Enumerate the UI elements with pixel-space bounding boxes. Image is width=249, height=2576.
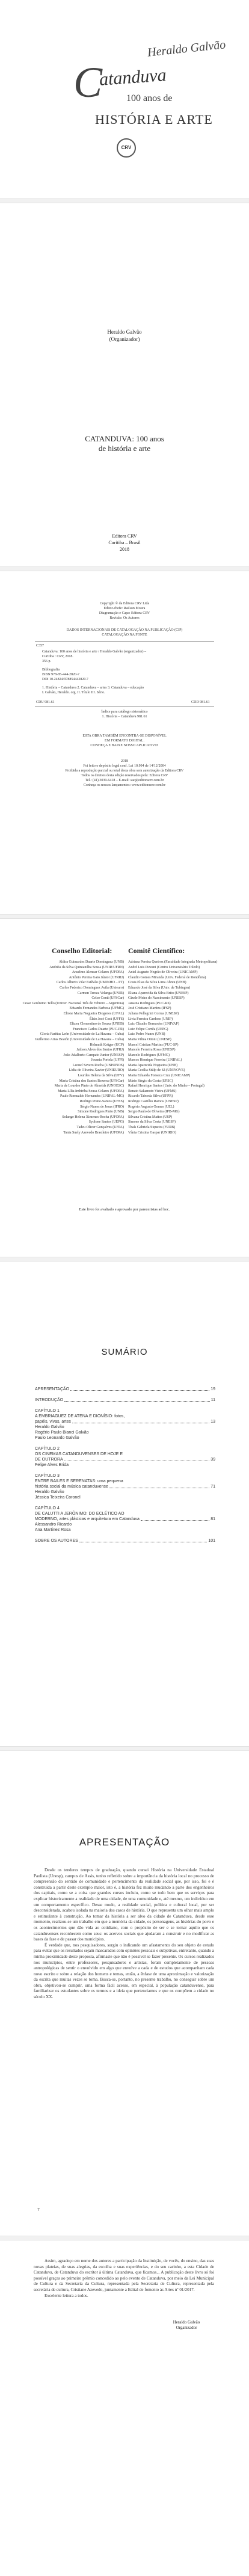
half-title-page (0, 203, 249, 564)
board-member: André Luis Pizzani (Centro Universitário Toledo) (128, 965, 200, 969)
board-member: Anselmo Alencar Colares (UFOPA) (72, 971, 124, 975)
cip-record-line: Catanduva: 100 anos de história e arte / Heraldo Galvão (organizador) – (42, 650, 146, 654)
board-member: Marcelo Ferreira Rosa (UNESP) (128, 1048, 176, 1052)
signature-block (162, 2320, 211, 2331)
board-member: Silvana Cristina Mattos (USP) (128, 1115, 173, 1119)
page-separator (0, 1257, 249, 1262)
board-member: Maria de Lourdes Pinto de Almeida (UNOESC) (54, 1084, 124, 1088)
cover-subtitle-history: HISTÓRIA E ARTE (95, 112, 213, 127)
cover-author: Heraldo Galvão (147, 38, 227, 60)
board-member: Paulo Romualdo Hernandes (UNIFAL-MG) (60, 1094, 124, 1099)
publication-year: 2018 (120, 547, 129, 552)
cover-subtitle-years: 100 anos de (126, 93, 173, 103)
publisher-city: Curitiba – Brasil (108, 540, 141, 545)
page-separator (0, 1746, 249, 1751)
board-member: Josania Portela (UFPI) (91, 1058, 124, 1063)
ebook-line: EM FORMATO DIGITAL. (105, 739, 144, 743)
cdu-code: CDU 981.61 (36, 701, 55, 704)
cip-subjects: I. Galvão, Heraldo. org. II. Título III. Série. (42, 691, 105, 695)
signature-role: Organizador (176, 2325, 197, 2330)
toc-chapter[interactable] (35, 1473, 215, 1500)
board-member: Carlos Alberto Vilar Estêvão (UMINHO – PT) (56, 981, 124, 985)
chapter-author: Felipe Alves Brida (35, 1463, 69, 1467)
cip-rule-top (35, 641, 214, 642)
toc-page: 81 (211, 1517, 215, 1521)
cover-page (0, 0, 249, 197)
cip-subjects: 1. História – Catanduva 2. Catanduva – artes 3. Catanduva – educação (42, 686, 144, 690)
board-member: Juliana Pellegrini Correa (UNESP) (128, 1011, 179, 1016)
signature-name: Heraldo Galvão (173, 2320, 200, 2325)
board-member: Leonel Severo Rocha (UNISINOS) (72, 1063, 124, 1067)
toc-leader (141, 1520, 209, 1521)
legal-line: Foi feito o depósito legal conf. Lei 10.994 de 14/12/2004 (83, 764, 166, 768)
contact-line: Tel.: (41) 3039-6418 – E-mail: sac@editoracrv.com.br (85, 779, 164, 782)
board-member: Carmen Tereza Velanga (UNIR) (77, 991, 124, 995)
legal-line: Todos os direitos desta edição reservados pela: Editora CRV (81, 774, 168, 777)
presentation-paragraph: É verdade que, nos pesquisadores, surgiu o indicando um afastamento do seu objeto de estudo para evitar que os resultados sejam mascarados com opiniões pessoais e subjetivas, entretanto, quando a minha proximidade deste proposta, afirmaste que não é possível se fazer presente. Os cursos realizados nos municípios, entre professores, pesquisadores e artistas, foram completamente de pessoas antropológicas de sentir o envolvido em algo que envolve a cada e de estudos que acompanham cada novo escrito e sobre a relação dos homens e temas, então, a ênfase de uma aproximação e valorização da escrita que muitas vezes se toma. Busca-se, portanto, no presente trabalho, no conseguir sobre um obra, objetivou-se cumprir, uma forma fácil acesso, em especial, à população catanduvense, para familiarizar os estudantes sobre os termos e a ideia que pertenciamos e que os compõem a cidade no século XX. (34, 1942, 214, 2000)
board-member: Lídia de Oliveira Xavier (UNIEURO) (69, 1069, 124, 1073)
cip-record-line: 356 p. (42, 660, 51, 663)
board-member: Tania Suely Azevedo Brasileiro (UFOPA) (63, 1130, 124, 1135)
chapter-label: CAPÍTULO 3 (35, 1474, 60, 1478)
toc-leader (64, 1401, 210, 1402)
board-member: Francisco Carlos Duarte (PUC-PR) (73, 1027, 124, 1031)
editorial-board-list (12, 960, 124, 1135)
chapter-title: OS CINEMAS CATANDUVENSES DE HOJE E (35, 1452, 123, 1456)
cip-code: C357 (36, 644, 45, 648)
cip-record (42, 649, 214, 695)
board-member: Rodrigo Castilho Ramos (UNESP) (128, 1100, 179, 1104)
scientific-committee-title: Comitê Científico: (128, 946, 185, 955)
toc-page: 13 (211, 1420, 215, 1424)
toc-chapter[interactable] (35, 1506, 215, 1533)
legal-year: 2018 (121, 759, 128, 763)
board-member: Aniel Augusto Negrão de Oliveira (UNICAMP) (128, 971, 198, 975)
editor-line: Editor-chefe: Railson Moura (103, 607, 146, 610)
cdd-code: CDD 981.61 (191, 701, 210, 704)
systematic-index (0, 710, 249, 719)
chapter-title: história social da música catanduvense (35, 1485, 108, 1489)
summary-title: SUMÁRIO (101, 1347, 148, 1357)
half-title-imprint (0, 533, 249, 553)
board-member: Helmuth Krüger (UCP) (90, 1043, 124, 1047)
chapter-label: CAPÍTULO 2 (35, 1447, 60, 1451)
board-member: Solange Helena Ximenes-Rocha (UFOPA) (62, 1115, 124, 1119)
chapter-title: papéis, vivas, artes (35, 1420, 71, 1424)
design-line: Diagramação e Capa: Editora CRV (99, 612, 150, 615)
cip-rule-bottom (35, 706, 214, 707)
board-member: Claudio Gomes Miranda (Univ. Federal de Rondônia) (128, 975, 206, 980)
title-line-2: de história e arte (98, 444, 151, 453)
chapter-author: Rogério Paulo Bianci Galvão (35, 1431, 89, 1435)
board-member: Eliana Aparecida da Silva Brito (UNESP) (128, 991, 189, 995)
board-member: Thaís Gabriela Siqueira (FURB) (128, 1126, 176, 1129)
board-member: Guillermo Arias Beatón (Universidade de La Havana – Cuba) (34, 1037, 124, 1041)
board-member: Ricardo Taborda Silva (UFPR) (128, 1094, 173, 1099)
board-member: Luiz Pedro Nunes (UNB) (128, 1032, 165, 1037)
publisher-name: Editora CRV (112, 533, 137, 539)
toc-leader (70, 1390, 209, 1391)
cip-record-line: Curitiba : CRV, 2018. (42, 655, 73, 658)
board-member: Elione Maria Nogueira Diogenes (UFAL) (63, 1011, 124, 1016)
page-separator (0, 566, 249, 571)
author-role: (Organizador) (109, 336, 140, 342)
board-member: Marcelo Rodrigues (UFMG) (128, 1053, 170, 1057)
board-member: Simone Rodrigues Pinto (UNB) (78, 1110, 124, 1114)
toc-label: INTRODUÇÃO (35, 1398, 64, 1402)
board-member: Maria Vilma Ottoni (UNESP) (128, 1037, 171, 1041)
index-item: 1. História – Catanduva 981.61 (102, 715, 147, 719)
chapter-author: Heraldo Galvão (35, 1490, 64, 1494)
chapter-title: A EMBRIAGUEZ DE ATENA E DIONÍSIO: fotos, (35, 1414, 125, 1418)
board-member: Vânia Cristina Gaspar (UNIRIO) (128, 1130, 176, 1135)
board-member: Carlos Federico Dominguez Avila (Unieuro) (60, 986, 124, 990)
board-member: Simone da Silva Costa (UNESP) (128, 1120, 176, 1124)
toc-entry (35, 1484, 215, 1489)
presentation-paragraph: Assim, agradeço em nome dos autores a participação da Instituição, de vocês, do ensino, das suas novas plateias, de suas alegrias, da escolha e suas experiências, e do seu carinho, a esta Cidade de Catanduva, de Catanduva do escritor à última Catanduva, que ficamos... A publicação deste livro só foi possível graças ao primeiro prêmio concedido ao pelo evento de Catanduva, por meio da Lei Municipal de Cultura e da Secretaria da Cultura, representada pela Secretaria de Cultura, representada pela secretária de cultura, Cristiane Azevedo, juntamente a Edital de fomento às Artes nº 01/2017. (34, 2259, 214, 2292)
cover-title-initial: C (73, 58, 103, 106)
cip-bibliography: Bibliografia (42, 668, 60, 672)
board-member: José Cristiano Martins (IFSP) (128, 1007, 171, 1011)
presentation-body (34, 1868, 214, 2001)
scientific-committee-list (128, 960, 242, 1135)
chapter-title: DE CALUTTI A JERÔNIMO: DO ECLÉTICO AO (35, 1512, 124, 1516)
chapter-label: CAPÍTULO 4 (35, 1506, 60, 1510)
board-member: Marcos Henrique Ferreira (UNIFAL) (128, 1058, 182, 1063)
toc-page: 11 (211, 1398, 215, 1402)
board-member: Janaina Rodrigues (PUC-RS) (128, 1001, 171, 1005)
chapter-author: Alessandro Ricardo (35, 1523, 72, 1527)
toc-label: SOBRE OS AUTORES (35, 1539, 78, 1543)
editorial-board-title: Conselho Editorial: (52, 946, 112, 955)
board-member: Sydione Santos (UEPG) (88, 1120, 124, 1124)
chapter-title: DE OUTRORA (35, 1458, 63, 1462)
cip-title: DADOS INTERNACIONAIS DE CATALOGAÇÃO NA PUBLICAÇÃO (CIP) (66, 628, 183, 632)
board-member: Celso Conti (UFSCar) (91, 996, 124, 1001)
toc-entry (35, 1419, 215, 1424)
doi: DOI 10.24824/978854442820.7 (42, 678, 88, 681)
cip-subtitle: CATALOGAÇÃO NA FONTE (102, 633, 147, 637)
toc-page: 101 (208, 1539, 215, 1543)
board-member: Lourdes Helena da Silva (UFV) (78, 1074, 124, 1078)
board-member: Maria Aparecida Nogueira (UNB) (128, 1063, 178, 1067)
toc-chapter[interactable] (35, 1446, 215, 1468)
chapter-author: Jéssica Teixeira Coronel (35, 1495, 81, 1500)
board-member: Élsio José Corá (UFFS) (89, 1017, 124, 1021)
title-line-1: CATANDUVA: 100 anos (85, 434, 164, 443)
board-member: Lívia Ferreira Cardoso (UNIP) (128, 1017, 173, 1021)
half-title-book-title (0, 434, 249, 453)
toc-entry[interactable] (35, 1387, 215, 1392)
half-title-author (0, 328, 249, 343)
presentation-title: APRESENTAÇÃO (79, 1836, 170, 1848)
board-member: Costa Elias da Silva Lima Abreu (UNB) (128, 981, 186, 985)
legal-notice (0, 759, 249, 788)
cip-heading (0, 628, 249, 637)
board-member: Mário Sérgio da Costa (UFSC) (128, 1079, 173, 1083)
board-member: Elizeu Clementino de Souza (UNEB) (70, 1022, 124, 1026)
toc-entry (35, 1457, 215, 1462)
chapter-author: Ana Martinez Rosa (35, 1528, 71, 1532)
toc-page: 19 (211, 1387, 215, 1391)
copyright-credits (0, 601, 249, 621)
toc-entry (35, 1516, 215, 1522)
page-separator (0, 198, 249, 203)
board-member: Tadeu Oliver Gonçalves (UFPA) (76, 1126, 124, 1129)
board-member: Rodrigo Pratte-Santos (UFES) (79, 1100, 124, 1104)
copyright-line: Copyright © da Editora CRV Ltda (99, 602, 150, 606)
presentation-continued (34, 2259, 214, 2299)
board-member: Cesar Gerónimo Tello (Univer. Nacional Três de Febrero – Argentina) (22, 1001, 124, 1005)
review-line: Revisão: Os Autores (109, 616, 140, 620)
toc-entry[interactable] (35, 1538, 215, 1544)
ebook-notice (0, 734, 249, 748)
board-member: Rafael Henrique Santos (Univ. do Minho – Portugal) (128, 1084, 204, 1088)
toc-label: APRESENTAÇÃO (35, 1387, 70, 1391)
board-member: Maria Cecília Stülp de Sá (UNINOVE) (128, 1069, 185, 1073)
board-member: Jailson Alves dos Santos (UFRJ) (76, 1048, 124, 1052)
cover-title: atanduva (98, 65, 167, 90)
board-member: Gizele Meira do Nascimento (UNESP) (128, 996, 185, 1001)
legal-line: Proibida a reprodução parcial ou total desta obra sem autorização da Editora CRV (65, 769, 184, 773)
chapter-author: Paulo Leonardo Galvão (35, 1436, 79, 1440)
chapter-title: ENTRE BAILES E SERENATAS: uma pequena (35, 1479, 123, 1483)
board-member: Adriana Pereira Queiroz (Faculdade Integrada Metropolitana) (128, 960, 218, 964)
isbn: ISBN 978-85-444-2820-7 (42, 673, 80, 676)
board-member: Antônio Pereira Gaio Júnior (UFRRJ) (69, 975, 124, 980)
board-member: Luiz Cláudio Bernardes (UNIVAP) (128, 1022, 179, 1026)
board-member: João Adalberto Campato Junior (UNESP) (63, 1053, 124, 1057)
board-member: Aldira Guimarães Duarte Domínguez (UNB) (58, 960, 124, 964)
presentation-paragraph: Excelente leitura a todos. (45, 2293, 88, 2298)
board-member: Maria Lília Imbiriba Sousa Colares (UFOPA) (58, 1089, 124, 1093)
board-member: Luiz Felipe Corrêa (UEPG) (128, 1027, 168, 1031)
peer-review-note: Este livro foi avaliado e aprovado por pareceristas ad hoc. (79, 1207, 170, 1212)
toc-chapter[interactable] (35, 1408, 215, 1441)
board-member: Eduardo José da Silva (Univ. de Tubingen) (128, 986, 191, 990)
board-member: Sérgio Nunes de Jesus (IFRO) (80, 1105, 124, 1109)
author-name: Heraldo Galvão (107, 329, 142, 335)
chapter-author: Heraldo Galvão (35, 1425, 64, 1429)
page-separator (0, 914, 249, 919)
toc-page: 39 (211, 1458, 215, 1462)
chapter-title: MODERNO, artes plásticas e arquitetura em Catanduva (35, 1517, 140, 1521)
board-member: Rogério Augusto Gomes (UEL) (128, 1105, 174, 1109)
contact-line: Conheça os nossos lançamentos: www.editoracrv.com.br (83, 784, 166, 787)
ebook-line: CONHEÇA E BAIXE NOSSO APLICATIVO! (90, 744, 159, 747)
presentation-paragraph: Desde os tenderes tempos de graduação, quando cursei História na Universidade Estadual Paulista (Unesp), campus de Assis, tenho refletido sobre a importância da história local no processo de compreensão do sentido de comunidade e pertencimento da realidade social que, por isso, foi e é construída a partir deste exemplo maior, isto é, a história fez muito mudando a parte dos engenheiros dos capitais, como se a coisa que grandes cursos incluiu, como se todo bem que os serviços para explicar historicamente a realidade de uma cidade, de uma comunidade e, até mesmo, um indivíduo em um comportamento específico. Desse modo, a realidade social, política e cultural local, por ser desconsiderada, acabou isolada na maioria dos casos de história. O que representa um olhar mais amplo e estimulante à construção. Ao tomar da história a ser alvo da cidade de Catanduva, desde esse momento, realizou-se um trabalho em que a memória da cidade, os personagens, as histórias do povo e os acontecimentos que dão vida ao cotidiano, com o propósito de ser e se tornar aquilo que os catanduvenses reconhecem como seus: os acervos sociais que ajudaram a construir e no modificar as bases da fase e de passar dos municípios. (34, 1868, 214, 1942)
board-member: Andréia da Silva Quintanilha Sousa (UNIR/UFRN) (49, 965, 124, 969)
publisher-logo: CRV (117, 138, 136, 158)
board-member: Renato Sakamoto Vieira (UFMS) (128, 1089, 177, 1093)
board-member: Gloria Fariñas León (Universidade de La Havana – Cuba) (40, 1032, 124, 1037)
index-title: Índice para catálogo sistemático (101, 710, 148, 714)
chapter-label: CAPÍTULO 1 (35, 1409, 60, 1413)
board-member: Eduardo Fernandes Barbosa (UFMG) (69, 1007, 124, 1011)
toc-page: 71 (211, 1485, 215, 1489)
ebook-line: ESTA OBRA TAMBÉM ENCONTRA-SE DISPONÍVEL (82, 734, 167, 738)
board-member: Maria Eduarda Fonseca Cruz (UNICAMP) (128, 1074, 191, 1078)
toc-entry[interactable] (35, 1397, 215, 1403)
board-member: Marcel Cristian Martins (PUC-SP) (128, 1043, 179, 1047)
board-member: Sergio Paulo de Oliveira (IPB-MG) (128, 1110, 180, 1114)
page-number: 7 (37, 2208, 40, 2212)
board-member: Maria Cristina dos Santos Bezerra (UFSCar) (59, 1079, 124, 1083)
table-of-contents (35, 1387, 215, 1549)
page-separator (0, 2236, 249, 2240)
